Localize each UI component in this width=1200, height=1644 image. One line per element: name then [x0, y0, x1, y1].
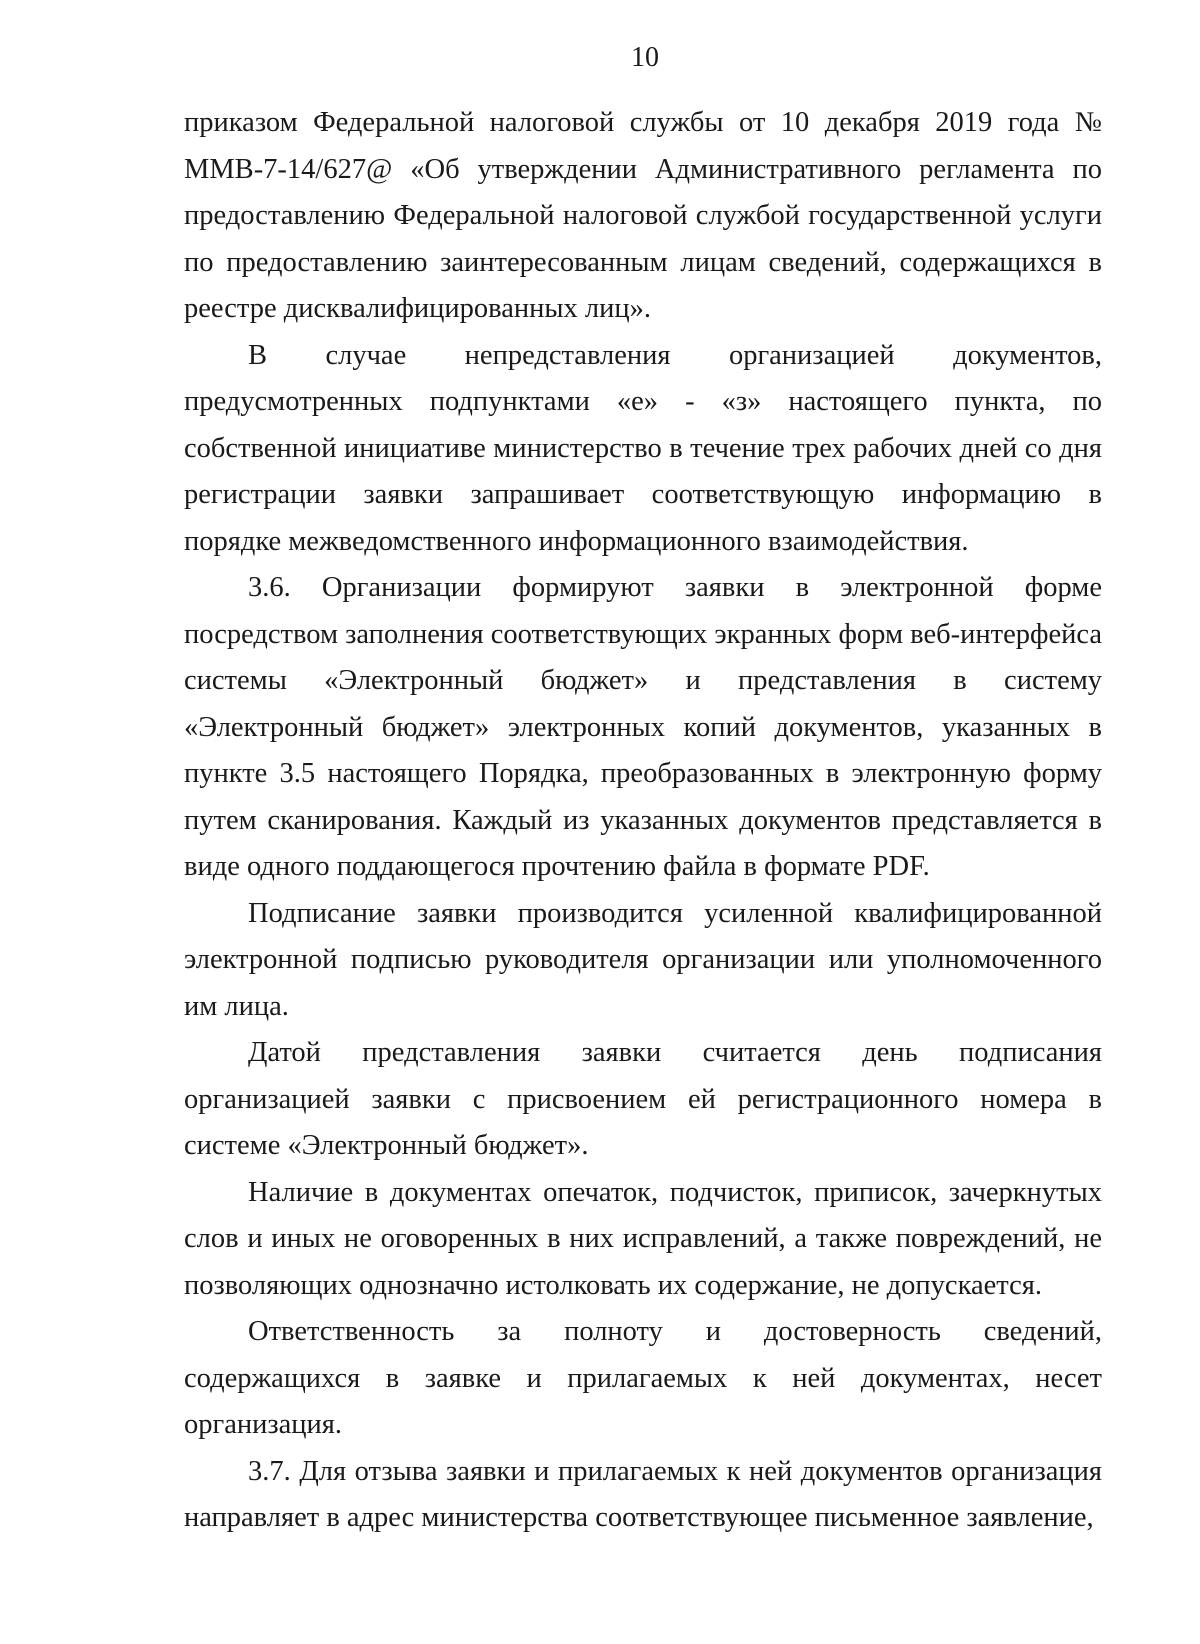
- paragraph: 3.7. Для отзыва заявки и прилагаемых к ней документов организация направляет в адрес министерства соответствующее письменное заявление,: [184, 1455, 1102, 1533]
- paragraph: Ответственность за полноту и достоверность сведений, содержащихся в заявке и прилагаемых к ней документах, несет организация.: [184, 1316, 1102, 1440]
- paragraph: 3.6. Организации формируют заявки в электронной форме посредством заполнения соответствующих экранных форм веб-интерфейса системы «Электронный бюджет» и представления в систему «Электронный бюджет» электронных копий документов, указанных в пункте 3.5 настоящего Порядка, преобразованных в электронную форму путем сканирования. Каждый из указанных документов представляется в виде одного поддающегося прочтению файла в формате PDF.: [184, 572, 1102, 882]
- paragraph: Датой представления заявки считается день подписания организацией заявки с присвоением ей регистрационного номера в системе «Электронный бюджет».: [184, 1037, 1102, 1161]
- page-number: 10: [631, 42, 659, 73]
- paragraph: Подписание заявки производится усиленной квалифицированной электронной подписью руководителя организации или уполномоченного им лица.: [184, 897, 1102, 1022]
- document-body: [184, 100, 1102, 1542]
- paragraph-continuation: приказом Федеральной налоговой службы от 10 декабря 2019 года № ММВ-7-14/627@ «Об утверждении Административного регламента по предоставлению Федеральной налоговой службой государственной услуги по предоставлению заинтересованным лицам сведений, содержащихся в реестре дисквалифицированных лиц».: [184, 107, 1102, 324]
- paragraph: Наличие в документах опечаток, подчисток, приписок, зачеркнутых слов и иных не оговоренных в них исправлений, а также повреждений, не позволяющих однозначно истолковать их содержание, не допускается.: [184, 1176, 1102, 1301]
- paragraph: В случае непредставления организацией документов, предусмотренных подпунктами «е» - «з» настоящего пункта, по собственной инициативе министерство в течение трех рабочих дней со дня регистрации заявки запрашивает соответствующую информацию в порядке межведомственного информационного взаимодействия.: [184, 339, 1102, 557]
